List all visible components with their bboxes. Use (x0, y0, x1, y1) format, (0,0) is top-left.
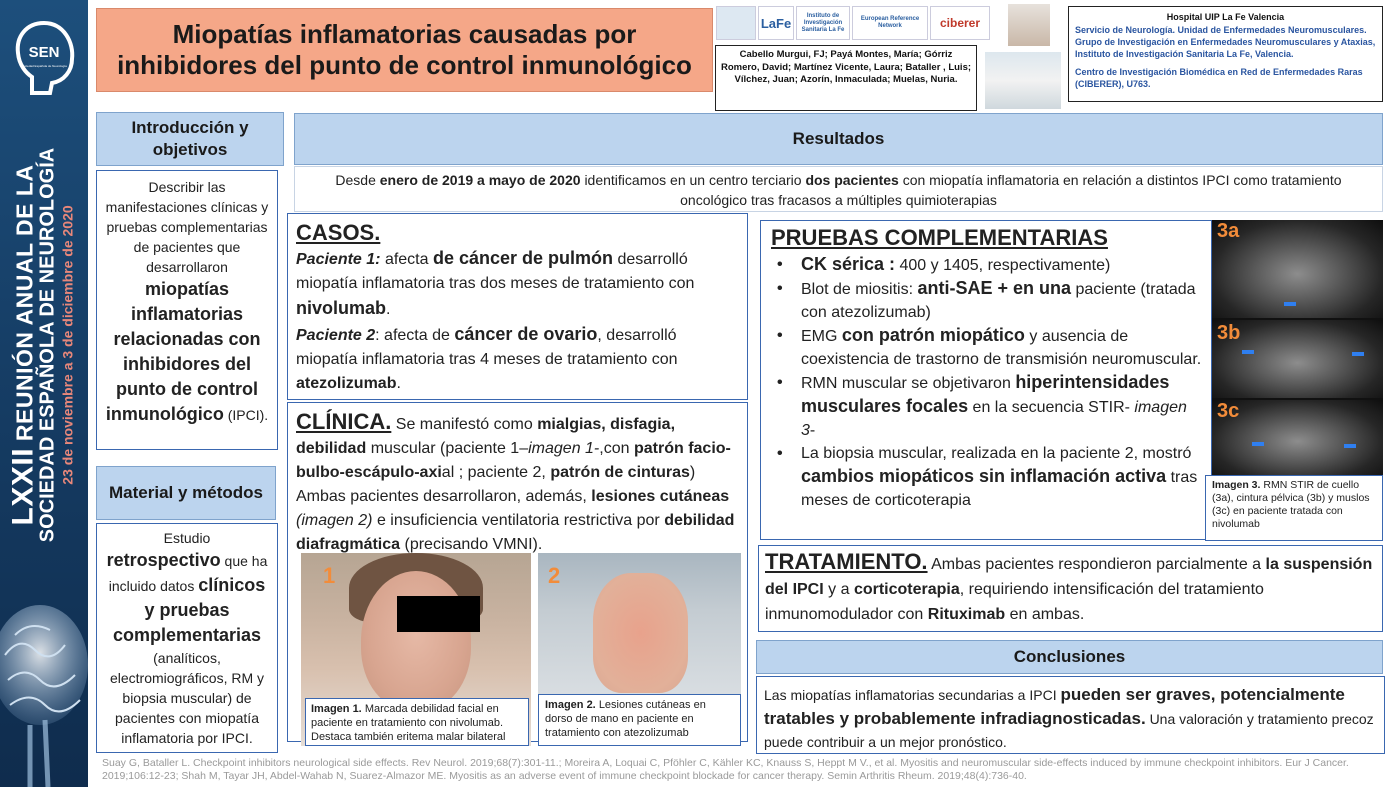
iis-lafe-logo: Instituto de Investigación Sanitaria La Fe (796, 6, 850, 40)
image-3-caption: Imagen 3. RMN STIR de cuello (3a), cintura pélvica (3b) y muslos (3c) en paciente tratada con nivolumab (1205, 475, 1383, 541)
tests-box (760, 220, 1212, 540)
congress-banner (0, 0, 88, 787)
title-box (96, 8, 713, 92)
list-item: • EMG con patrón miopático y ausencia de coexistencia de trastorno de transmisión neuromuscular. (771, 324, 1205, 371)
list-item: • CK sérica : 400 y 1405, respectivamente) (771, 253, 1205, 277)
treatment-title: TRATAMIENTO. (765, 549, 928, 574)
arrow-icon (1352, 352, 1364, 356)
authors: Cabello Murgui, FJ; Payá Montes, María; Górriz Romero, David; Martínez Vicente, Laura; Bataller , Luis; Vílchez, Juan; Azorín, Inmaculada; Muelas, Nuria. (715, 45, 977, 111)
mri-images (1212, 220, 1383, 475)
treatment-box (758, 545, 1383, 632)
references: Suay G, Bataller L. Checkpoint inhibitors neurological side effects. Rev Neurol. 2019;68(7):301-11.; Moreira A, Loquai C, Pföhler C, Kähler KC, Knauss S, Heppt M V., et al. Myositis and neuromuscular side-effects induced by immune checkpoint inhibitors. Eur J Cancer. 2019;106:12-23; Shah M, Tayar JH, Abdel-Wahab N, Suarez-Almazor ME. Myositis as an adverse event of immune checkpoint blockade for cancer therapy. Semin Arthritis Rheum. 2019;48(4):736-40. (102, 757, 1349, 782)
hospital-building-logo (716, 6, 756, 40)
clinical-text: Se manifestó como mialgias, disfagia, debilidad muscular (paciente 1–imagen 1-,con patrón facio-bulbo-escápulo-axial ; paciente 2, patrón de cinturas) Ambas pacientes desarrollaron, además, lesiones cutáneas (imagen 2) e insuficiencia ventilatoria restrictiva por debilidad diafragmática (precisando VMNI). (296, 416, 735, 553)
arrow-icon (1252, 442, 1264, 446)
results-intro: Desde enero de 2019 a mayo de 2020 identificamos en un centro terciario dos pacientes con miopatía inflamatoria en relación a distintos IPCI como tratamiento oncológico tras fracasos a múltiples quimioterapias (294, 166, 1383, 212)
cases-box (287, 213, 748, 400)
author-photo (1008, 4, 1050, 46)
banner-line2: SOCIEDAD ESPAÑOLA DE NEUROLOGÍA (36, 147, 59, 543)
brain-illustration (0, 595, 88, 787)
cases-title: CASOS. (296, 220, 381, 245)
intro-text-2: miopatías inflamatorias relacionadas con inhibidores del punto de control inmunológico (105, 279, 261, 424)
methods-text-1: Estudio (163, 530, 211, 546)
patient-2-text: Paciente 2: afecta de cáncer de ovario, desarrolló miopatía inflamatoria tras 4 meses de tratamiento con atezolizumab. (296, 324, 678, 392)
patient-1-text: Paciente 1: afecta de cáncer de pulmón desarrolló miopatía inflamatoria tras dos meses de tratamiento con nivolumab. (296, 248, 695, 318)
poster-title: Miopatías inflamatorias causadas por inhibidores del punto de control inmunológico (117, 19, 692, 80)
methods-header: Material y métodos (96, 466, 276, 520)
image-number: 1 (323, 563, 336, 588)
conclusions-header: Conclusiones (756, 640, 1383, 674)
list-item: • La biopsia muscular, realizada en la paciente 2, mostró cambios miopáticos sin inflamación activa tras meses de corticoterapia (771, 442, 1205, 512)
results-header: Resultados (294, 113, 1383, 165)
mri-label-3b: 3b (1217, 322, 1241, 344)
arrow-icon (1242, 350, 1254, 354)
affiliation-line: Grupo de Investigación en Enfermedades Neuromusculares y Ataxias, Instituto de Investigación Sanitaria La Fe, Valencia. (1075, 37, 1376, 59)
image-1-caption: Imagen 1. Marcada debilidad facial en paciente en tratamiento con nivolumab. Destaca también eritema malar bilateral (305, 698, 529, 746)
affiliation-line: Centro de Investigación Biomédica en Red de Enfermedades Raras (CIBERER), U763. (1075, 67, 1363, 89)
arrow-icon (1284, 302, 1296, 306)
hospital-name: Hospital UIP La Fe Valencia (1166, 12, 1285, 22)
intro-text-1: Describir las manifestaciones clínicas y pruebas complementarias de pacientes que desarrollaron (105, 179, 269, 275)
list-item: • RMN muscular se objetivaron hiperintensidades musculares focales en la secuencia STIR- imagen 3- (771, 371, 1205, 442)
anonymization-bar (397, 596, 480, 632)
image-number: 2 (548, 563, 561, 588)
conclusions-box: Las miopatías inflamatorias secundarias a IPCI pueden ser graves, potencialmente tratables y probablemente infradiagnosticadas. Una valoración y tratamiento precoz puede contribuir a un mejor pronóstico. (756, 676, 1385, 754)
image-2-hand-photo (538, 553, 741, 698)
intro-box (96, 170, 278, 450)
lafe-logo: LaFe (758, 6, 794, 40)
methods-text-4: clínicos y pruebas complementarias (112, 575, 266, 645)
arrow-icon (1344, 444, 1356, 448)
logo-text: SEN (28, 44, 60, 61)
methods-text-5: (analíticos, electromiográficos, RM y biopsia muscular) de pacientes con miopatía inflamatoria por IPCI. (109, 650, 265, 746)
intro-text-3: (IPCI). (227, 407, 269, 423)
ciberer-logo: ciberer (930, 6, 990, 40)
ern-logo: European Reference Network (852, 6, 928, 40)
tests-title: PRUEBAS COMPLEMENTARIAS (771, 225, 1108, 250)
banner-line1: LXXII REUNIÓN ANUAL DE LA (6, 164, 40, 526)
banner-vertical-text (0, 110, 88, 580)
treatment-text: Ambas pacientes respondieron parcialmente a la suspensión del IPCI y a corticoterapia, requiriendo intensificación del tratamiento inmunomodulador con Rituximab en ambas. (765, 556, 1373, 623)
list-item: • Blot de miositis: anti-SAE + en una paciente (tratada con atezolizumab) (771, 277, 1205, 324)
clinical-title: CLÍNICA. (296, 409, 392, 434)
team-photo (985, 52, 1061, 109)
logo-subtext: Sociedad Española de Neurología (21, 64, 67, 68)
sen-logo (10, 15, 78, 105)
methods-box (96, 523, 278, 753)
mri-label-3c: 3c (1217, 400, 1240, 422)
image-2-caption: Imagen 2. Lesiones cutáneas en dorso de mano en paciente en tratamiento con atezolizumab (538, 694, 741, 746)
affiliation-box (1068, 6, 1383, 102)
mri-label-3a: 3a (1217, 220, 1240, 242)
methods-text-3: que ha incluido datos (108, 553, 268, 594)
banner-dates: 23 de noviembre a 3 de diciembre de 2020 (59, 205, 76, 485)
affiliation-line: Servicio de Neurología. Unidad de Enfermedades Neuromusculares. (1075, 25, 1367, 35)
methods-text-2: retrospectivo (106, 550, 221, 570)
intro-header: Introducción y objetivos (96, 112, 284, 166)
